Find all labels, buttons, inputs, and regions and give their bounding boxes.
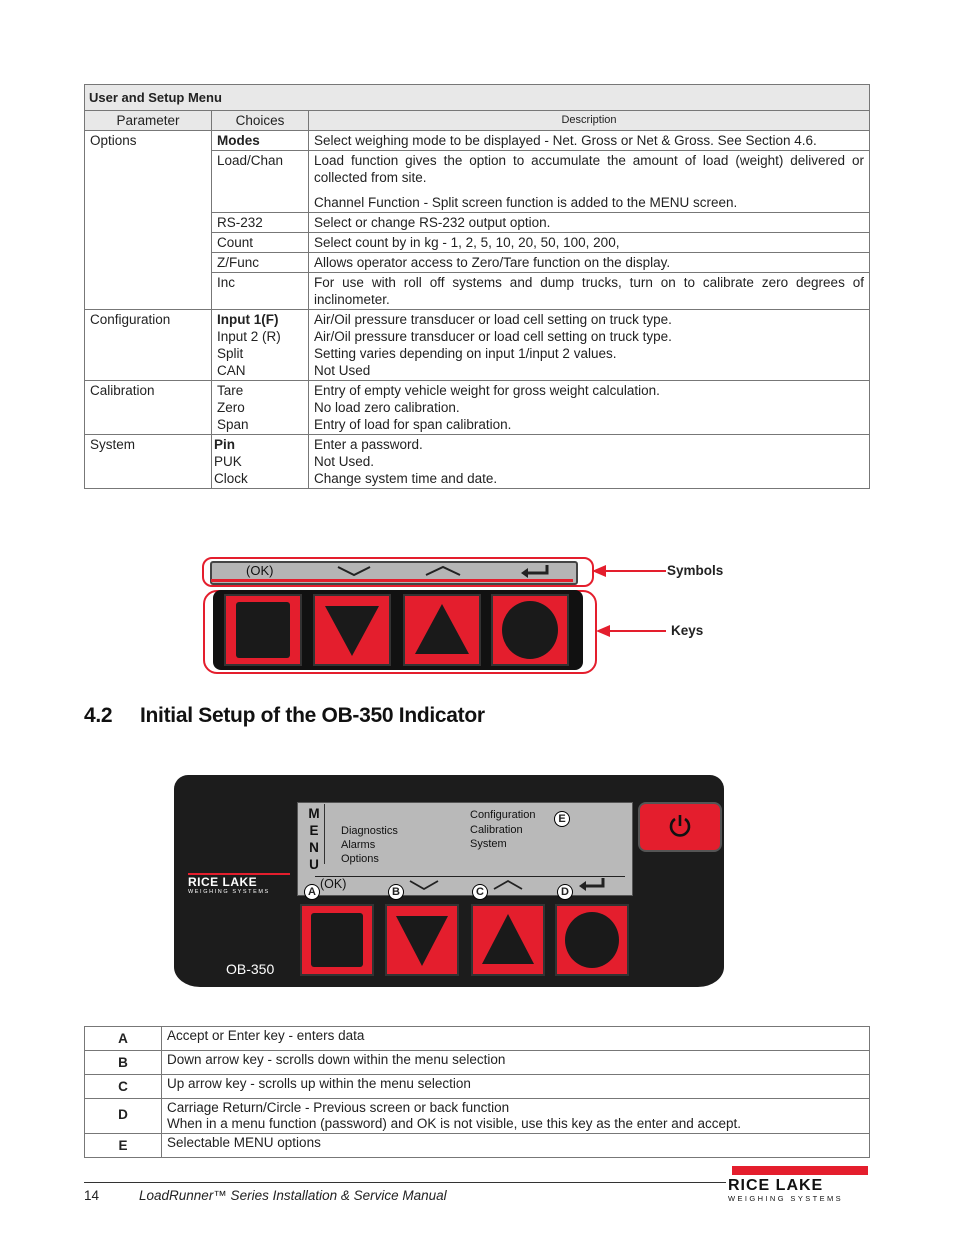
desc-line: Air/Oil pressure transducer or load cell setting on truck type. [314, 329, 672, 344]
choice-line: Pin [214, 437, 236, 452]
desc-line: Not Used [314, 363, 371, 378]
return-key[interactable] [491, 594, 569, 666]
choice-line: PUK [214, 454, 242, 469]
menu-item-configuration[interactable]: Configuration [470, 809, 536, 821]
key-description-table [84, 1026, 870, 1158]
model-label: OB-350 [226, 961, 275, 977]
desc-line: Setting varies depending on input 1/input 2 values. [314, 346, 617, 361]
desc-cell: Select weighing mode to be displayed - Net. Gross or Net & Gross. See Section 4.6. [309, 131, 870, 151]
menu-item-system[interactable]: System [470, 838, 507, 850]
menu-item-alarms[interactable]: Alarms [341, 839, 376, 851]
param-calibration: Calibration [85, 381, 212, 435]
ob350-indicator [174, 775, 724, 987]
square-icon [236, 602, 290, 658]
desc-cell [309, 310, 870, 381]
callout-arrows [590, 563, 670, 643]
footer-logo: RICE LAKE WEIGHING SYSTEMS [728, 1166, 868, 1204]
desc-line: Channel Function - Split screen function is added to the MENU screen. [314, 195, 738, 210]
ok-symbol: (OK) [246, 563, 274, 578]
table-row [85, 435, 870, 489]
desc-line: Not Used. [314, 454, 375, 469]
square-icon [311, 913, 363, 967]
table-row [85, 1099, 870, 1134]
keys-label: Keys [671, 623, 704, 638]
section-number: 4.2 [84, 704, 113, 727]
desc-cell [309, 151, 870, 213]
power-icon [667, 813, 693, 839]
table-row [85, 310, 870, 381]
menu-item-diagnostics[interactable]: Diagnostics [341, 825, 398, 837]
chevron-down-icon [408, 879, 440, 891]
choice-line: Span [217, 417, 249, 432]
table-title: User and Setup Menu [85, 85, 870, 111]
symbols-highlight [202, 557, 594, 587]
menu-item-options[interactable]: Options [341, 853, 379, 865]
table-row [85, 1075, 870, 1099]
table-row [85, 1134, 870, 1158]
rice-lake-logo: RICE LAKE WEIGHING SYSTEMS [188, 873, 290, 896]
desc-cell [309, 381, 870, 435]
choice-cell: Modes [212, 131, 309, 151]
choice-line: Zero [217, 400, 245, 415]
down-triangle-icon [323, 602, 381, 658]
choice-line: CAN [217, 363, 246, 378]
key-letter: A [85, 1027, 162, 1051]
key-c-up[interactable] [471, 904, 545, 976]
choice-cell: Count [212, 233, 309, 253]
table-row [85, 131, 870, 151]
up-key[interactable] [403, 594, 481, 666]
key-a-accept[interactable] [300, 904, 374, 976]
choice-cell [212, 310, 309, 381]
choice-cell: Load/Chan [212, 151, 309, 213]
desc-line: Enter a password. [314, 437, 423, 452]
choice-line: Input 1(F) [217, 312, 279, 327]
desc-line: Change system time and date. [314, 471, 498, 486]
table-row [85, 1027, 870, 1051]
up-triangle-icon [480, 912, 536, 968]
choice-cell [212, 381, 309, 435]
desc-line: Entry of empty vehicle weight for gross weight calculation. [314, 383, 660, 398]
choice-cell [212, 435, 309, 489]
chevron-up-icon [492, 879, 524, 891]
key-desc: Carriage Return/Circle - Previous screen or back function When in a menu function (password) and OK is not visible, use this key as the enter and accept. [162, 1099, 870, 1134]
menu-options-col1 [341, 824, 398, 866]
menu-item-calibration[interactable]: Calibration [470, 823, 523, 836]
down-triangle-icon [394, 912, 450, 968]
choice-cell: Z/Func [212, 253, 309, 273]
callout-b: B [388, 884, 404, 900]
key-desc: Accept or Enter key - enters data [162, 1027, 870, 1051]
desc-line: Entry of load for span calibration. [314, 417, 512, 432]
desc-cell [309, 435, 870, 489]
key-letter: D [85, 1099, 162, 1134]
power-button[interactable] [638, 802, 722, 852]
param-configuration: Configuration [85, 310, 212, 381]
down-key[interactable] [313, 594, 391, 666]
table-row [85, 1051, 870, 1075]
callout-e: E [554, 811, 570, 827]
param-options: Options [85, 131, 212, 310]
callout-d: D [557, 884, 573, 900]
symbols-label: Symbols [667, 563, 724, 578]
desc-line: No load zero calibration. [314, 400, 460, 415]
choice-line: Clock [214, 471, 248, 486]
desc-line: Load function gives the option to accumulate the amount of load (weight) delivered or collected from site. [314, 153, 864, 185]
desc-cell: Select count by in kg - 1, 2, 5, 10, 20, 50, 100, 200, [309, 233, 870, 253]
desc-line: Air/Oil pressure transducer or load cell setting on truck type. [314, 312, 672, 327]
table-row [85, 381, 870, 435]
choice-line: Split [217, 346, 244, 361]
footer-rule [84, 1182, 726, 1183]
key-letter: C [85, 1075, 162, 1099]
ok-symbol: (OK) [320, 877, 347, 891]
enter-arrow-icon [578, 877, 606, 891]
key-desc: Selectable MENU options [162, 1134, 870, 1158]
callout-a: A [304, 884, 320, 900]
section-heading [84, 704, 485, 728]
header-parameter: Parameter [85, 111, 212, 131]
page-number: 14 [84, 1188, 100, 1203]
key-d-return[interactable] [555, 904, 629, 976]
callout-c: C [472, 884, 488, 900]
menu-vertical-label: M E N U [308, 806, 320, 872]
ok-key[interactable] [224, 594, 302, 666]
key-desc: Down arrow key - scrolls down within the menu selection [162, 1051, 870, 1075]
choice-line: Tare [217, 383, 244, 398]
user-setup-menu-table [84, 84, 870, 489]
circle-icon [502, 601, 558, 659]
desc-cell: Select or change RS-232 output option. [309, 213, 870, 233]
manual-title: LoadRunner™ Series Installation & Service Manual [139, 1188, 447, 1203]
choice-cell: Inc [212, 273, 309, 310]
choice-cell: RS-232 [212, 213, 309, 233]
header-choices: Choices [212, 111, 309, 131]
desc-cell: For use with roll off systems and dump trucks, turn on to calibrate zero degrees of inclinometer. [309, 273, 870, 310]
circle-icon [565, 912, 619, 968]
param-system: System [85, 435, 212, 489]
key-letter: E [85, 1134, 162, 1158]
choice-line: Input 2 (R) [217, 329, 281, 344]
desc-cell: Allows operator access to Zero/Tare function on the display. [309, 253, 870, 273]
key-b-down[interactable] [385, 904, 459, 976]
section-title: Initial Setup of the OB-350 Indicator [140, 704, 485, 727]
key-desc: Up arrow key - scrolls up within the menu selection [162, 1075, 870, 1099]
menu-options-col2 [470, 808, 535, 852]
key-letter: B [85, 1051, 162, 1075]
up-triangle-icon [413, 602, 471, 658]
header-description: Description [309, 111, 870, 131]
